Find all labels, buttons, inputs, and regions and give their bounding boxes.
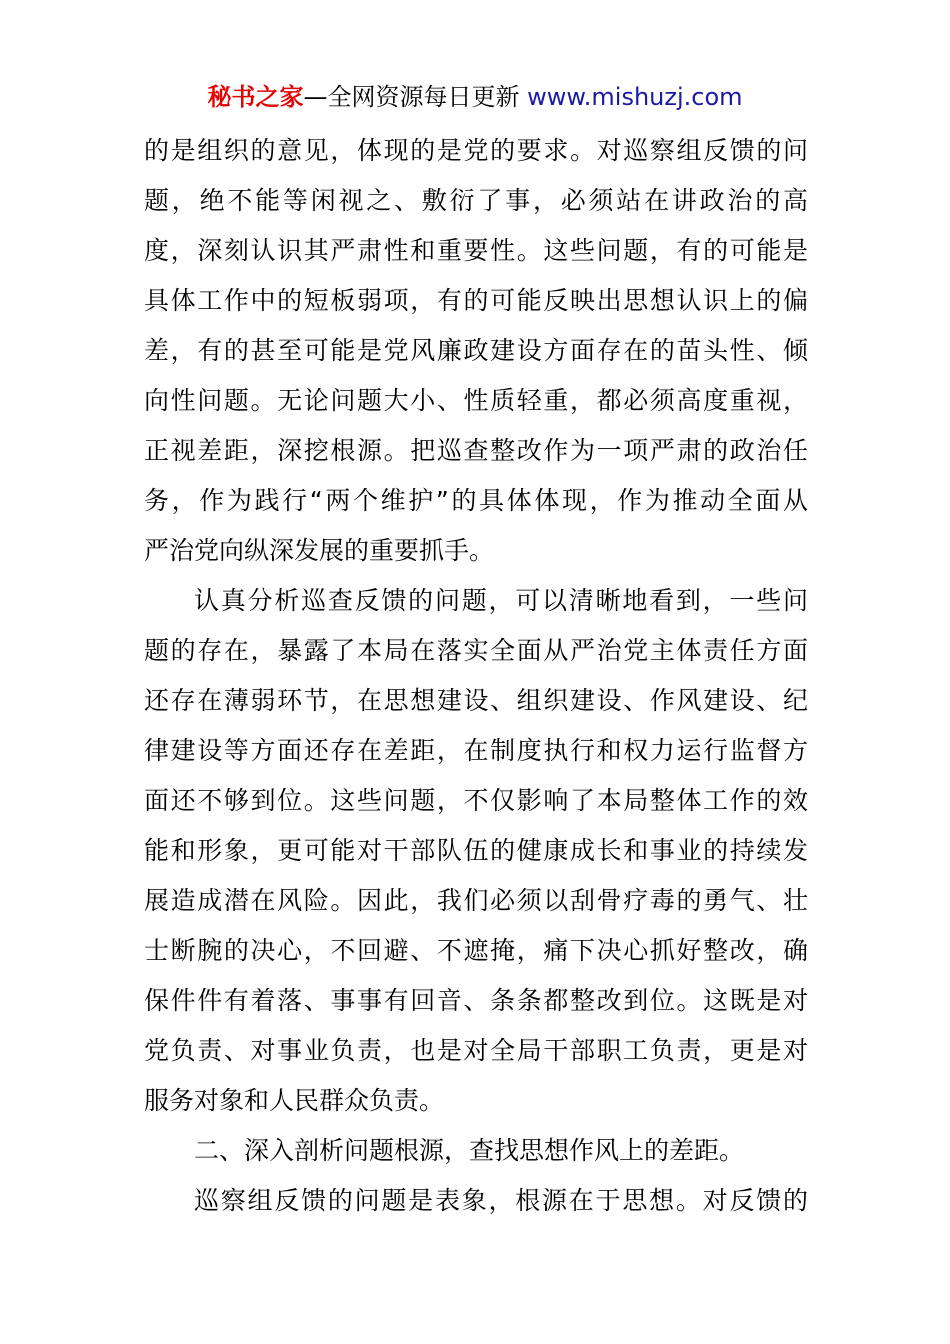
body-line: 认真分析巡查反馈的问题，可以清晰地看到，一些问 bbox=[194, 586, 808, 615]
body-line: 差，有的甚至可能是党风廉政建设方面存在的苗头性、倾 bbox=[144, 336, 808, 365]
body-line: 严治党向纵深发展的重要抓手。 bbox=[144, 536, 495, 565]
site-url-link[interactable]: www.mishuzj.com bbox=[527, 83, 743, 111]
body-line: 律建设等方面还存在差距，在制度执行和权力运行监督方 bbox=[144, 736, 808, 765]
document-body bbox=[144, 126, 808, 1226]
section-heading: 二、深入剖析问题根源，查找思想作风上的差距。 bbox=[194, 1136, 745, 1165]
body-line: 面还不够到位。这些问题，不仅影响了本局整体工作的效 bbox=[144, 786, 808, 815]
body-line: 题的存在，暴露了本局在落实全面从严治党主体责任方面 bbox=[144, 636, 808, 665]
body-line: 服务对象和人民群众负责。 bbox=[144, 1086, 445, 1115]
brand-name: 秘书之家 bbox=[207, 83, 304, 111]
header-tagline: —全网资源每日更新 bbox=[303, 83, 520, 111]
body-line: 具体工作中的短板弱项，有的可能反映出思想认识上的偏 bbox=[144, 286, 808, 315]
body-line: 题，绝不能等闲视之、敷衍了事，必须站在讲政治的高 bbox=[144, 186, 808, 215]
page-header bbox=[0, 80, 950, 114]
body-line: 保件件有着落、事事有回音、条条都整改到位。这既是对 bbox=[144, 986, 808, 1015]
body-line: 士断腕的决心，不回避、不遮掩，痛下决心抓好整改，确 bbox=[144, 936, 808, 965]
body-line: 党负责、对事业负责，也是对全局干部职工负责，更是对 bbox=[144, 1036, 808, 1065]
body-line: 向性问题。无论问题大小、性质轻重，都必须高度重视， bbox=[144, 386, 808, 415]
body-line: 正视差距，深挖根源。把巡查整改作为一项严肃的政治任 bbox=[144, 436, 808, 465]
body-line: 展造成潜在风险。因此，我们必须以刮骨疗毒的勇气、壮 bbox=[144, 886, 808, 915]
body-line: 务，作为践行“两个维护”的具体体现，作为推动全面从 bbox=[144, 486, 808, 515]
body-line: 还存在薄弱环节，在思想建设、组织建设、作风建设、纪 bbox=[144, 686, 808, 715]
body-line: 能和形象，更可能对干部队伍的健康成长和事业的持续发 bbox=[144, 836, 808, 865]
body-line: 的是组织的意见，体现的是党的要求。对巡察组反馈的问 bbox=[144, 136, 808, 165]
body-line: 度，深刻认识其严肃性和重要性。这些问题，有的可能是 bbox=[144, 236, 808, 265]
body-line: 巡察组反馈的问题是表象，根源在于思想。对反馈的 bbox=[194, 1186, 808, 1215]
